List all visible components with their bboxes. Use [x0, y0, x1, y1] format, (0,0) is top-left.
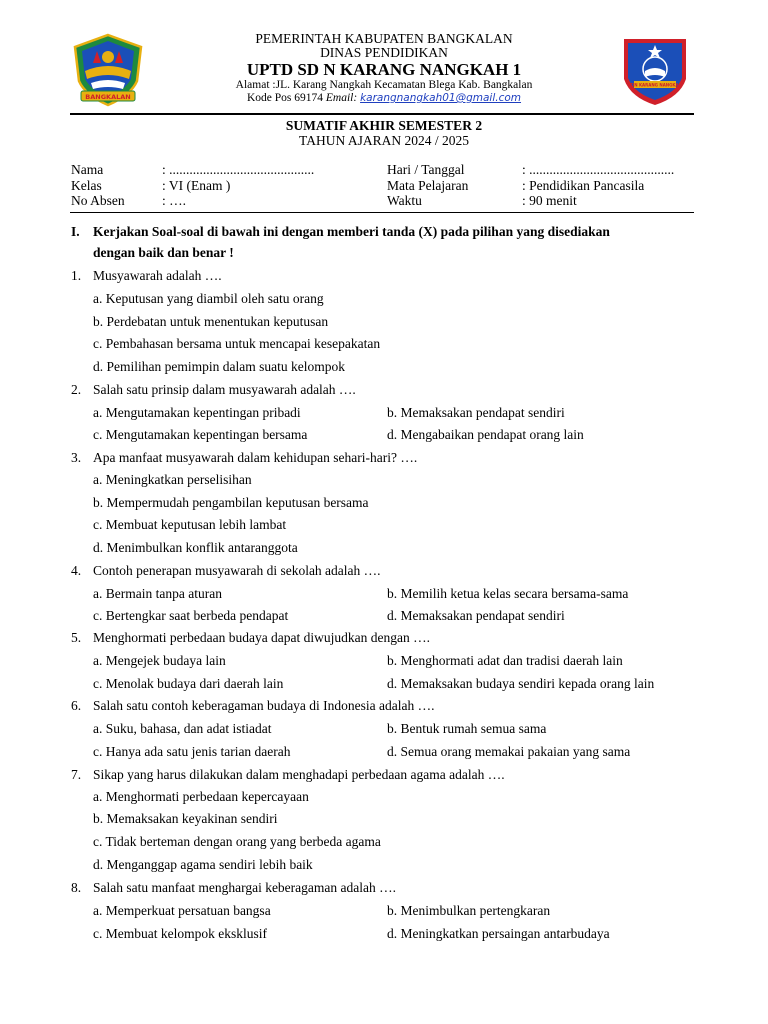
- question-text: Contoh penerapan musyawarah di sekolah adalah ….: [93, 563, 381, 578]
- question-text: Salah satu prinsip dalam musyawarah adalah ….: [93, 382, 356, 397]
- school-name: UPTD SD N KARANG NANGKAH 1: [246, 60, 522, 79]
- question-text: Apa manfaat musyawarah dalam kehidupan sehari-hari? ….: [93, 450, 418, 465]
- kelas-label: Kelas: [71, 178, 102, 193]
- question-number: 8.: [71, 880, 82, 895]
- postal-email-line: [0, 92, 768, 104]
- option-d: d. Mengabaikan pendapat orang lain: [387, 427, 584, 442]
- option-b: b. Mempermudah pengambilan keputusan bersama: [93, 495, 369, 510]
- option-d: d. Menganggap agama sendiri lebih baik: [93, 857, 313, 872]
- option-d: d. Menimbulkan konflik antaranggota: [93, 540, 298, 555]
- instruction-line-2: dengan baik dan benar !: [93, 245, 234, 260]
- option-a: a. Mengutamakan kepentingan pribadi: [93, 405, 301, 420]
- question-number: 5.: [71, 630, 82, 645]
- school-address: Alamat :JL. Karang Nangkah Kecamatan Blega Kab. Bangkalan: [235, 79, 533, 91]
- option-d: d. Memaksakan budaya sendiri kepada orang lain: [387, 676, 655, 691]
- option-a: a. Memperkuat persatuan bangsa: [93, 903, 271, 918]
- question-text: Musyawarah adalah ….: [93, 268, 222, 283]
- option-b: b. Menghormati adat dan tradisi daerah lain: [387, 653, 623, 668]
- waktu-value: : 90 menit: [522, 193, 577, 208]
- option-d: d. Memaksakan pendapat sendiri: [387, 608, 565, 623]
- option-b: b. Perdebatan untuk menentukan keputusan: [93, 314, 329, 329]
- question-text: Sikap yang harus dilakukan dalam menghadapi perbedaan agama adalah ….: [93, 767, 505, 782]
- question-number: 4.: [71, 563, 82, 578]
- option-c: c. Menolak budaya dari daerah lain: [93, 676, 284, 691]
- option-d: d. Pemilihan pemimpin dalam suatu kelompok: [93, 359, 345, 374]
- question-number: 1.: [71, 268, 82, 283]
- instruction-number: I.: [71, 224, 80, 239]
- question-number: 3.: [71, 450, 82, 465]
- nama-label: Nama: [71, 162, 104, 177]
- exam-title: SUMATIF AKHIR SEMESTER 2: [285, 118, 483, 133]
- waktu-label: Waktu: [387, 193, 422, 208]
- question-text: Menghormati perbedaan budaya dapat diwujudkan dengan ….: [93, 630, 431, 645]
- option-a: a. Suku, bahasa, dan adat istiadat: [93, 721, 272, 736]
- option-d: d. Meningkatkan persaingan antarbudaya: [387, 926, 610, 941]
- question-text: Salah satu manfaat menghargai keberagaman adalah ….: [93, 880, 396, 895]
- government-name: PEMERINTAH KABUPATEN BANGKALAN: [255, 31, 513, 46]
- hari-label: Hari / Tanggal: [387, 162, 465, 177]
- hari-value: : ...........................................: [522, 162, 675, 177]
- absen-label: No Absen: [71, 193, 125, 208]
- absen-value: : ….: [162, 193, 187, 208]
- postal-code: Kode Pos 69174: [246, 92, 323, 104]
- option-c: c. Membuat kelompok eksklusif: [93, 926, 267, 941]
- option-a: a. Bermain tanpa aturan: [93, 586, 222, 601]
- option-b: b. Memilih ketua kelas secara bersama-sama: [387, 586, 629, 601]
- exam-year: TAHUN AJARAN 2024 / 2025: [299, 133, 469, 148]
- question-number: 7.: [71, 767, 82, 782]
- kelas-value: : VI (Enam ): [162, 178, 231, 193]
- mapel-value: : Pendidikan Pancasila: [522, 178, 645, 193]
- option-c: c. Membuat keputusan lebih lambat: [93, 517, 287, 532]
- email-link[interactable]: karangnangkah01@gmail.com: [360, 92, 522, 104]
- option-b: b. Menimbulkan pertengkaran: [387, 903, 551, 918]
- option-c: c. Pembahasan bersama untuk mencapai kesepakatan: [93, 336, 381, 351]
- header-divider: [70, 113, 694, 115]
- department-name: DINAS PENDIDIKAN: [320, 45, 448, 60]
- option-a: a. Menghormati perbedaan kepercayaan: [93, 789, 309, 804]
- question-number: 6.: [71, 698, 82, 713]
- option-a: a. Meningkatkan perselisihan: [93, 472, 252, 487]
- option-d: d. Semua orang memakai pakaian yang sama: [387, 744, 631, 759]
- option-c: c. Hanya ada satu jenis tarian daerah: [93, 744, 291, 759]
- question-number: 2.: [71, 382, 82, 397]
- info-divider: [70, 212, 694, 213]
- instruction-line-1: Kerjakan Soal-soal di bawah ini dengan memberi tanda (X) pada pilihan yang disediakan: [93, 224, 610, 239]
- svg-text:BANGKALAN: BANGKALAN: [85, 93, 131, 101]
- option-b: b. Memaksakan keyakinan sendiri: [93, 811, 278, 826]
- svg-text:SDN KARANG NANGKAH: SDN KARANG NANGKAH: [628, 82, 682, 88]
- nama-value: : ...........................................: [162, 162, 315, 177]
- email-label: Email:: [325, 92, 358, 104]
- option-c: c. Bertengkar saat berbeda pendapat: [93, 608, 289, 623]
- option-a: a. Mengejek budaya lain: [93, 653, 226, 668]
- option-b: b. Memaksakan pendapat sendiri: [387, 405, 565, 420]
- option-c: c. Mengutamakan kepentingan bersama: [93, 427, 308, 442]
- option-c: c. Tidak berteman dengan orang yang berbeda agama: [93, 834, 381, 849]
- option-b: b. Bentuk rumah semua sama: [387, 721, 547, 736]
- question-text: Salah satu contoh keberagaman budaya di Indonesia adalah ….: [93, 698, 435, 713]
- mapel-label: Mata Pelajaran: [387, 178, 469, 193]
- option-a: a. Keputusan yang diambil oleh satu orang: [93, 291, 324, 306]
